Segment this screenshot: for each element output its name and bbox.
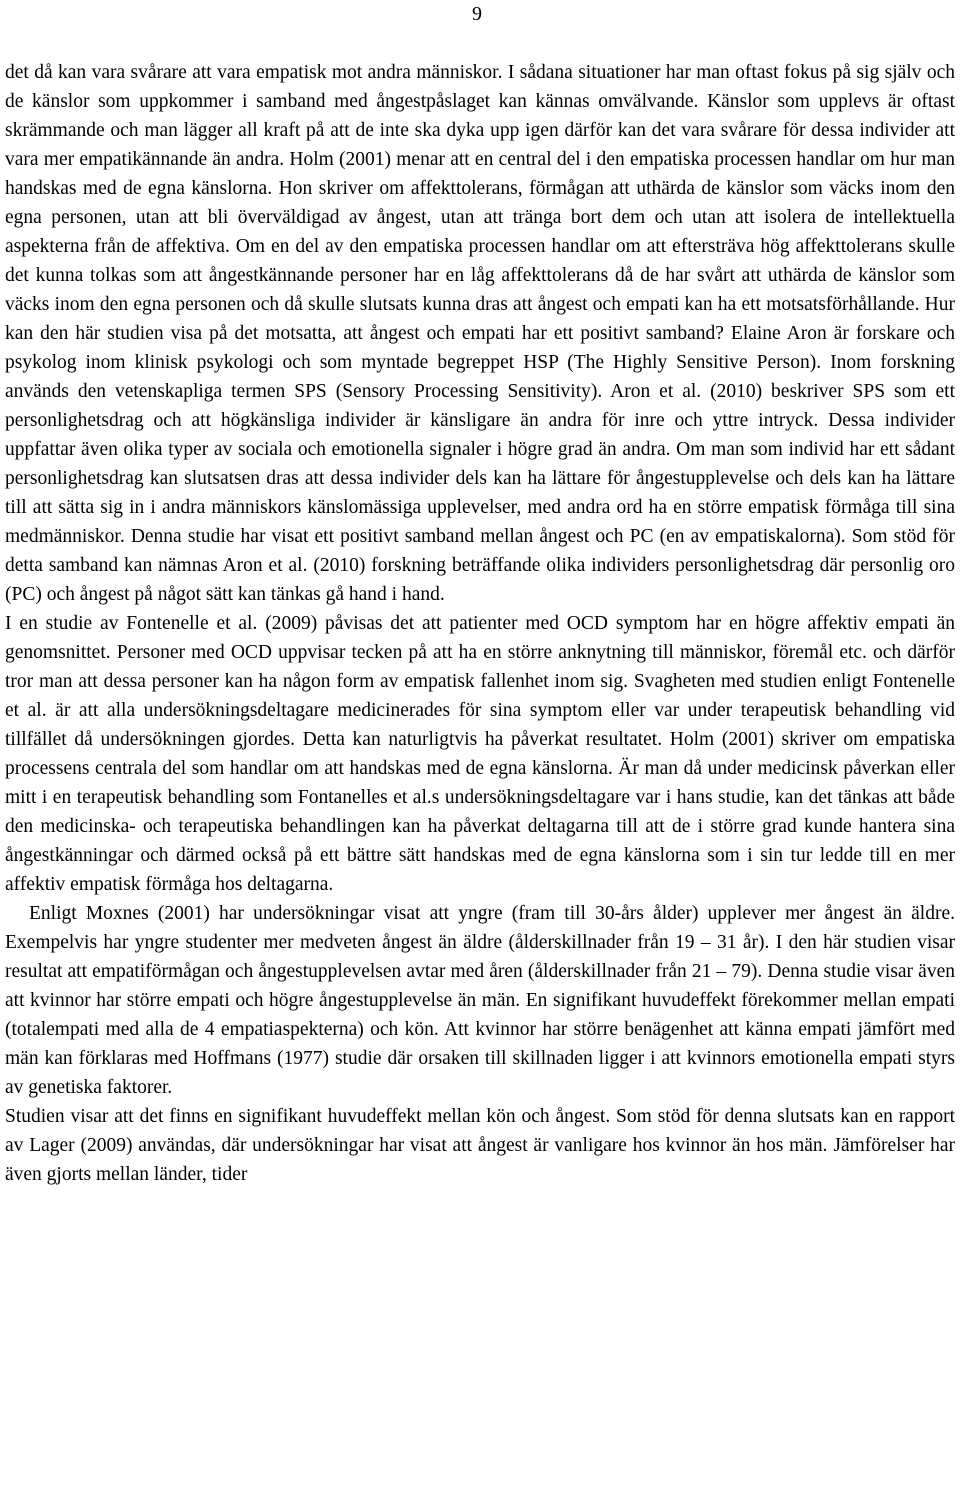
paragraph-1: det då kan vara svårare att vara empatisk mot andra människor. I sådana situationer har man oftast fokus på sig själv och de känslor som uppkommer i samband med ångestpåslaget kan kännas omvälvande. Känslor som upplevs är oftast skrämmande och man lägger all kraft på att de inte ska dyka upp igen därför kan det vara svårare för dessa individer att vara mer empatikännande än andra. Holm (2001) menar att en central del i den empatiska processen handlar om hur man handskas med de egna känslorna. Hon skriver om affekttolerans, förmågan att uthärda de känslor som väcks inom den egna personen, utan att bli överväldigad av ångest, utan att tränga bort dem och utan att isolera de intellektuella aspekterna från de affektiva. Om en del av den empatiska processen handlar om att eftersträva hög affekttolerans skulle det kunna tolkas som att ångestkännande personer har en låg affekttolerans då de har svårt att uthärda de känslor som väcks inom den egna personen och då skulle slutsats kunna dras att ångest och empati kan ha ett motsatsförhållande. Hur kan den här studien visa på det motsatta, att ångest och empati har ett positivt samband? Elaine Aron är forskare och psykolog inom klinisk psykologi och som myntade begreppet HSP (The Highly Sensitive Person). Inom forskning används den vetenskapliga termen SPS (Sensory Processing Sensitivity). Aron et al. (2010) beskriver SPS som ett personlighetsdrag och att högkänsliga individer är känsligare än andra för inre och yttre intryck. Dessa individer uppfattar även olika typer av sociala och emotionella signaler i högre grad än andra. Om man som individ har ett sådant personlighetsdrag kan slutsatsen dras att dessa individer dels kan ha lättare för ångestupplevelse och dels kan ha lättare till att sätta sig in i andra människors känslomässiga upplevelser, med andra ord ha en större empatisk förmåga till sina medmänniskor. Denna studie har visat ett positivt samband mellan ångest och PC (en av empatiskalorna). Som stöd för detta samband kan nämnas Aron et al. (2010) forskning beträffande olika individers personlighetsdrag där personlig oro (PC) och ångest på något sätt kan tänkas gå hand i hand. <box>5 62 955 605</box>
page-number: 9 <box>472 3 482 25</box>
paragraph-3: Enligt Moxnes (2001) har undersökningar visat att yngre (fram till 30-års ålder) upplever mer ångest än äldre. Exempelvis har yngre studenter mer medveten ångest än äldre (ålderskillnader från 19 – 31 år). I den här studien visar resultat att empatiförmågan och ångestupplevelsen avtar med åren (ålderskillnader från 21 – 79). Denna studie visar även att kvinnor har större empati och högre ångestupplevelse än män. En signifikant huvudeffekt förekommer mellan empati (totalempati med alla de 4 empatiaspekterna) och kön. Att kvinnor har större benägenhet att känna empati jämfört med män kan förklaras med Hoffmans (1977) studie där orsaken till skillnaden ligger i att kvinnors emotionella empati styrs av genetiska faktorer. <box>5 903 955 1098</box>
paragraph-2: I en studie av Fontenelle et al. (2009) påvisas det att patienter med OCD symptom har en högre affektiv empati än genomsnittet. Personer med OCD uppvisar tecken på att ha en större anknytning till människor, föremål etc. och därför tror man att dessa personer kan ha någon form av empatisk fallenhet inom sig. Svagheten med studien enligt Fontenelle et al. är att alla undersökningsdeltagare medicinerades för sina symptom eller var under terapeutisk behandling vid tillfället då undersökningen gjordes. Detta kan naturligtvis ha påverkat resultatet. Holm (2001) skriver om empatiska processens centrala del som handlar om att handskas med de egna känslorna. Är man då under medicinsk påverkan eller mitt i en terapeutisk behandling som Fontanelles et al.s undersökningsdeltagare var i hans studie, kan det tänkas att både den medicinska- och terapeutiska behandlingen kan ha påverkat deltagarna till att de i större grad kunde hantera sina ångestkänningar och därmed också på ett bättre sätt handskas med de egna känslorna som i sin tur ledde till en mer affektiv empatisk förmåga hos deltagarna. <box>5 613 955 895</box>
paragraph-4: Studien visar att det finns en signifikant huvudeffekt mellan kön och ångest. Som stöd för denna slutsats kan en rapport av Lager (2009) användas, där undersökningar har visat att ångest är vanligare hos kvinnor än hos män. Jämförelser har även gjorts mellan länder, tider <box>5 1106 955 1185</box>
body-text <box>5 58 955 1189</box>
